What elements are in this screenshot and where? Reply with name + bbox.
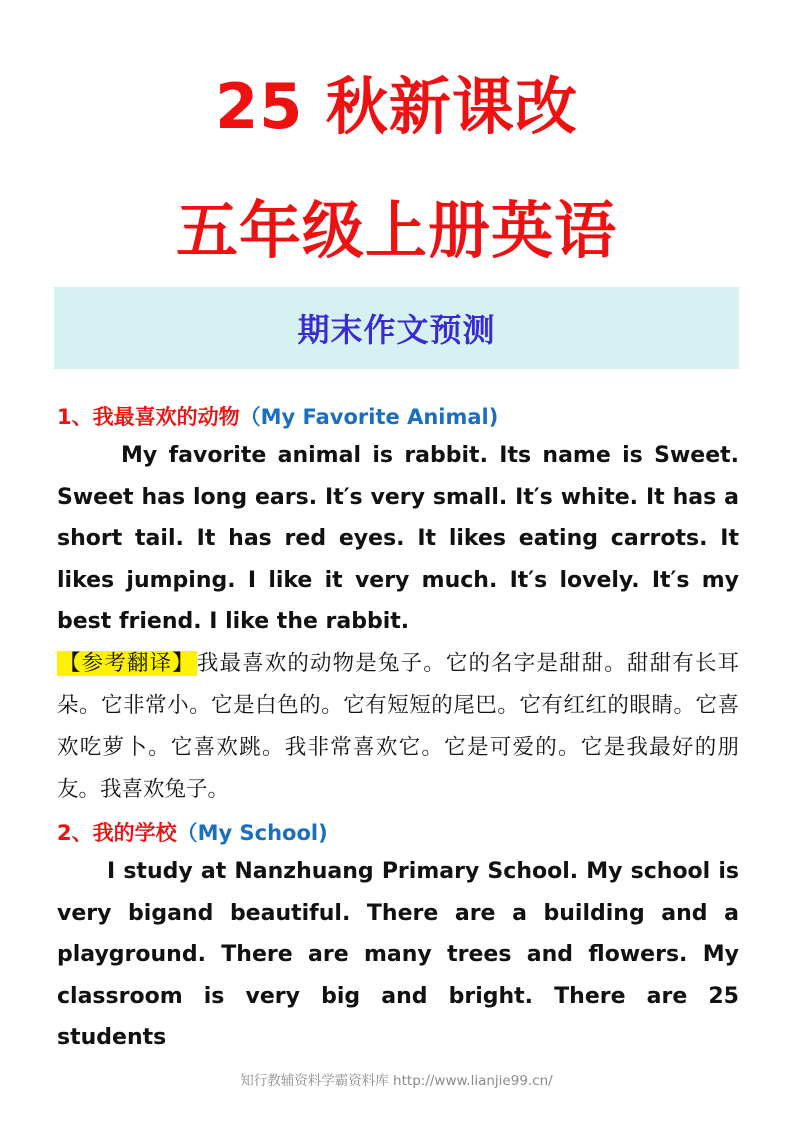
document-subtitle: 五年级上册英语 xyxy=(175,194,617,267)
section-2-heading xyxy=(57,817,328,847)
translation-text: 我最喜欢的动物是兔子。它的名字是甜甜。甜甜有长耳朵。它非常小。它是白色的。它有短短的尾巴。它有红红的眼睛。它喜欢吃萝卜。它喜欢跳。我非常喜欢它。它是可爱的。它是我最好的朋友。我喜欢兔子。 xyxy=(57,651,739,802)
page-footer: 知行教辅资料学霸资料库 http://www.lianjie99.cn/ xyxy=(240,1073,553,1089)
section-1-translation xyxy=(57,643,739,811)
section-1-heading xyxy=(57,401,498,431)
section-2-essay: I study at Nanzhuang Primary School. My school is very bigand beautiful. There are a building and a playground. There are many trees and flowers. My classroom is very big and bright. There are 25 students xyxy=(57,859,739,1050)
section-1-heading-cn: 1、我最喜欢的动物 xyxy=(57,405,240,429)
section-2-heading-cn: 2、我的学校 xyxy=(57,821,177,845)
document-title: 25 秋新课改 xyxy=(215,70,578,143)
section-2-heading-en: （My School) xyxy=(176,821,328,845)
section-1-essay: My favorite animal is rabbit. Its name is Sweet. Sweet has long ears. It′s very small. It′s white. It has a short tail. It has red eyes. It likes eating carrots. It likes jumping. I like it very much. It′s lovely. It′s my best friend. I like the rabbit. xyxy=(57,443,739,634)
translation-tag: 【参考翻译】 xyxy=(59,651,195,676)
section-1-heading-en: （My Favorite Animal) xyxy=(239,405,499,429)
section-banner xyxy=(54,287,739,369)
banner-text: 期末作文预测 xyxy=(297,311,496,349)
